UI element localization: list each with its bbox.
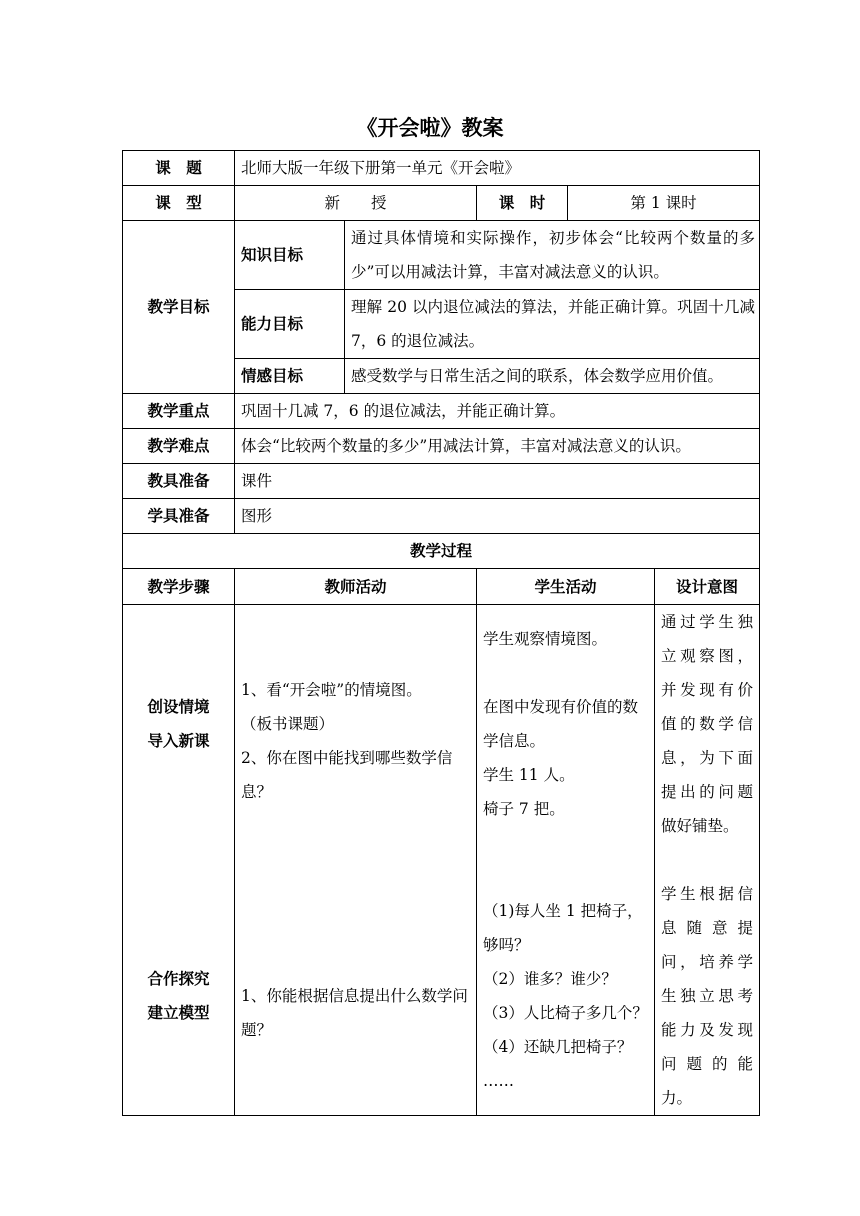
step2-line1: 合作探究 [147, 970, 210, 988]
lesson-plan-table [122, 150, 760, 1116]
steps-cell [123, 605, 235, 1116]
difficulty-value: 体会“比较两个数量的多少”用减法计算，丰富对减法意义的认识。 [235, 429, 760, 464]
topic-value: 北师大版一年级下册第一单元《开会啦》 [235, 151, 760, 186]
step1-line2: 导入新课 [147, 732, 210, 750]
knowledge-label: 知识目标 [235, 221, 345, 290]
student1-c: 学生 11 人。 [483, 766, 575, 784]
teacher1-b: （板书课题） [241, 715, 335, 733]
type-label: 课 型 [123, 186, 235, 221]
step2-line2: 建立模型 [147, 1004, 210, 1022]
student-tools-label: 学具准备 [123, 499, 235, 534]
difficulty-label: 教学难点 [123, 429, 235, 464]
teacher1-c: 2、你在图中能找到哪些数学信息？ [241, 749, 453, 801]
emotion-value: 感受数学与日常生活之间的联系，体会数学应用价值。 [345, 359, 760, 394]
step1-line1: 创设情境 [147, 698, 210, 716]
design1: 通过学生独立观察图，并发现有价值的数学信息，为下面提出的问题做好铺垫。 [661, 613, 753, 835]
topic-label: 课 题 [123, 151, 235, 186]
col-step-header: 教学步骤 [123, 569, 235, 605]
student1-d: 椅子 7 把。 [483, 800, 565, 818]
col-design-header: 设计意图 [655, 569, 760, 605]
student2-b: （2）谁多？谁少？ [483, 970, 617, 988]
teaching-tools-label: 教具准备 [123, 464, 235, 499]
student1-b: 在图中发现有价值的数学信息。 [483, 698, 639, 750]
knowledge-value: 通过具体情境和实际操作，初步体会“比较两个数量的多少”可以用减法计算，丰富对减法意义的认识。 [345, 221, 760, 290]
teacher-activity-cell [235, 605, 477, 1116]
student-tools-value: 图形 [235, 499, 760, 534]
ability-label: 能力目标 [235, 290, 345, 359]
key-point-label: 教学重点 [123, 394, 235, 429]
col-teacher-header: 教师活动 [235, 569, 477, 605]
teacher1-a: 1、看“开会啦”的情境图。 [241, 681, 422, 699]
goals-label: 教学目标 [123, 221, 235, 394]
student1-a: 学生观察情境图。 [483, 630, 608, 648]
period-label: 课 时 [477, 186, 568, 221]
type-value: 新 授 [235, 186, 477, 221]
student2-e: …… [483, 1072, 514, 1090]
design-intent-cell [655, 605, 760, 1116]
key-point-value: 巩固十几减 7，6 的退位减法，并能正确计算。 [235, 394, 760, 429]
student2-d: （4）还缺几把椅子？ [483, 1038, 633, 1056]
ability-value: 理解 20 以内退位减法的算法，并能正确计算。巩固十几减 7，6 的退位减法。 [345, 290, 760, 359]
student2-c: （3）人比椅子多几个？ [483, 1004, 648, 1022]
emotion-label: 情感目标 [235, 359, 345, 394]
teaching-tools-value: 课件 [235, 464, 760, 499]
period-value: 第 1 课时 [568, 186, 760, 221]
teacher2: 1、你能根据信息提出什么数学问题？ [241, 987, 468, 1039]
design2: 学生根据信息随意提问，培养学生独立思考能力及发现问题的能力。 [661, 885, 753, 1107]
col-student-header: 学生活动 [477, 569, 655, 605]
student2-a: （1)每人坐 1 把椅子，够吗？ [483, 902, 643, 954]
student-activity-cell [477, 605, 655, 1116]
process-heading: 教学过程 [123, 534, 760, 569]
document-title: 《开会啦》教案 [356, 116, 504, 140]
